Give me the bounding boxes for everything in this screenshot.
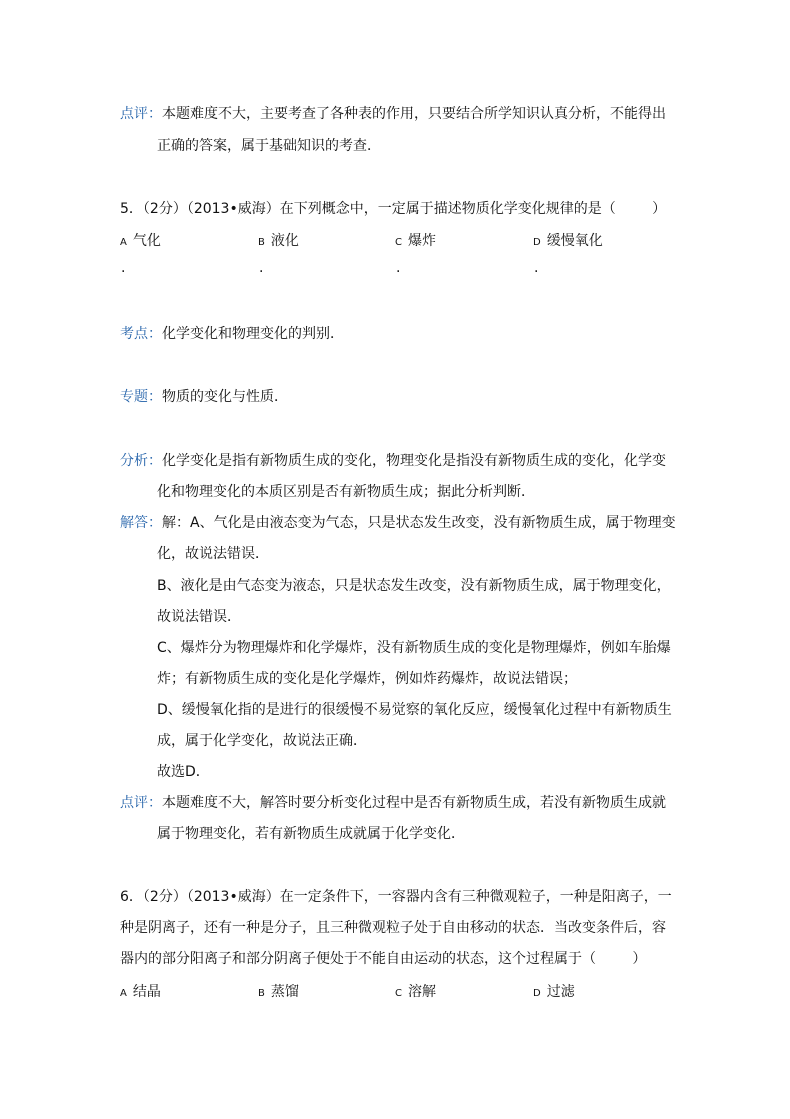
q5-dianping [120,792,666,812]
q5-zhuanti [120,386,288,406]
jieda-line5: C、爆炸分为物理爆炸和化学爆炸，没有新物质生成的变化是物理爆炸，例如车胎爆 [157,640,671,656]
q5-option-a-dot: . [121,260,126,276]
q5-option-d [533,230,603,250]
jieda-line3: B、液化是由气态变为液态，只是状态发生改变，没有新物质生成，属于物理变化， [157,578,671,594]
option-text: 爆炸 [407,233,436,249]
option-letter: C [395,237,402,248]
option-text: 液化 [270,233,299,249]
q5-stem [120,198,666,218]
q5-option-c-dot: . [396,260,401,276]
option-letter: D [533,237,541,248]
kaodian-label: 考点 [120,326,148,342]
jieda-colon: ： [148,515,162,531]
q6-option-a [120,981,161,1001]
jieda-line7: D、缓慢氧化指的是进行的很缓慢不易觉察的氧化反应，缓慢氧化过程中有新物质生 [157,702,672,718]
fenxi-colon: ： [148,453,162,469]
q5-option-b [258,230,299,250]
option-letter: C [395,988,402,999]
review-label: 点评 [120,106,148,122]
fenxi-label: 分析 [120,453,148,469]
zhuanti-text: 物质的变化与性质． [162,389,288,405]
kaodian-text: 化学变化和物理变化的判别． [162,326,344,342]
jieda-line6: 炸；有新物质生成的变化是化学爆炸，例如炸药爆炸，故说法错误； [157,671,577,687]
zhuanti-label: 专题 [120,389,148,405]
option-letter: B [258,237,265,248]
fenxi-line2: 化和物理变化的本质区别是否有新物质生成；据此分析判断． [157,484,535,500]
jieda-line8: 成，属于化学变化，故说法正确． [157,733,367,749]
option-letter: A [120,237,127,248]
q6-stem-line2: 种是阴离子，还有一种是分子，且三种微观粒子处于自由移动的状态．当改变条件后，容 [120,920,666,936]
q5-kaodian [120,323,344,343]
option-text: 结晶 [132,984,161,1000]
jieda-line9: 故选D． [157,764,210,780]
jieda-line4: 故说法错误． [157,609,241,625]
jieda-label: 解答 [120,515,148,531]
zhuanti-colon: ： [148,389,162,405]
q5-stem-text: 5．（2分）（2013•威海）在下列概念中，一定属于描述物质化学变化规律的是（ [120,201,616,217]
review-prev [120,103,666,123]
option-text: 蒸馏 [270,984,299,1000]
option-text: 缓慢氧化 [546,233,603,249]
dianping-colon: ： [148,795,162,811]
review-text-line2: 正确的答案，属于基础知识的考查． [157,138,381,154]
fenxi-line1: 化学变化是指有新物质生成的变化，物理变化是指没有新物质生成的变化，化学变 [162,453,666,469]
q6-stem-line1: 6．（2分）（2013•威海）在一定条件下，一容器内含有三种微观粒子，一种是阳离子，一 [120,889,672,905]
q6-stem-line3 [120,948,646,968]
dianping-line1: 本题难度不大，解答时要分析变化过程中是否有新物质生成，若没有新物质生成就 [162,795,666,811]
jieda-line2: 化，故说法错误． [157,546,269,562]
q6-option-b [258,981,299,1001]
option-text: 过滤 [546,984,575,1000]
q5-option-c [395,230,436,250]
option-letter: D [533,988,541,999]
q5-option-d-dot: . [534,260,539,276]
option-text: 溶解 [407,984,436,1000]
dianping-label: 点评 [120,795,148,811]
jieda-line1: 解：A、气化是由液态变为气态，只是状态发生改变，没有新物质生成，属于物理变 [162,515,676,531]
review-text-line1: 本题难度不大，主要考查了各种表的作用，只要结合所学知识认真分析，不能得出 [162,106,666,122]
option-letter: B [258,988,265,999]
q6-stem-text: 器内的部分阳离子和部分阴离子便处于不能自由运动的状态，这个过程属于（ [120,951,596,967]
option-text: 气化 [132,233,161,249]
q5-option-a [120,230,161,250]
review-colon: ： [148,106,162,122]
kaodian-colon: ： [148,326,162,342]
q6-stem-close: ） [632,951,647,967]
dianping-line2: 属于物理变化，若有新物质生成就属于化学变化． [157,826,465,842]
q5-jieda [120,512,676,532]
q5-fenxi [120,450,666,470]
q5-option-b-dot: . [259,260,264,276]
option-letter: A [120,988,127,999]
q6-option-d [533,981,575,1001]
q5-stem-close: ） [652,201,667,217]
q6-option-c [395,981,436,1001]
